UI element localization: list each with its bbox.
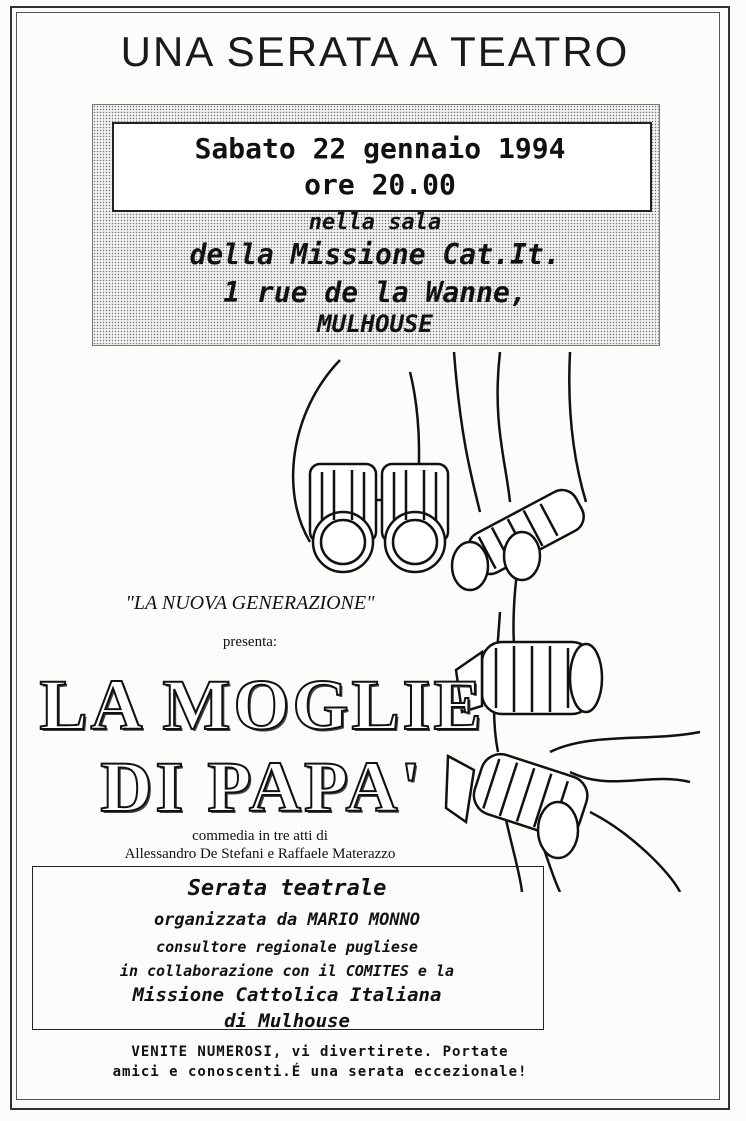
organizer-line4: Missione Cattolica Italiana [132, 984, 442, 1006]
play-title-line2: DI PAPA' [100, 747, 424, 827]
credit-line1: commedia in tre atti di [192, 828, 328, 844]
organizer-line2: consultore regionale pugliese [156, 938, 418, 956]
organizer-title: Serata teatrale [187, 876, 387, 901]
organizer-line3: in collaborazione con il COMITES e la [119, 962, 455, 980]
venue-address: 1 rue de la Wanne, [223, 276, 527, 309]
credit-line2: Allessandro De Stefani e Raffaele Materazzo [124, 846, 396, 862]
venue-city: MULHOUSE [317, 310, 433, 338]
presents-label: presenta: [222, 634, 278, 650]
venue-name: della Missione Cat.It. [189, 238, 561, 271]
company-name: "LA NUOVA GENERAZIONE" [125, 592, 375, 614]
play-title-line1: LA MOGLIE [39, 665, 485, 745]
event-time: ore 20.00 [304, 168, 456, 201]
footer-line1: VENITE NUMEROSI, vi divertirete. Portate [131, 1044, 509, 1060]
poster-headline: UNA SERATA A TEATRO [120, 28, 630, 75]
footer-line2: amici e conoscenti.É una serata eccezionale! [112, 1064, 528, 1080]
venue-intro: nella sala [308, 210, 442, 235]
organizer-line5: di Mulhouse [224, 1010, 350, 1032]
organizer-line1: organizzata da MARIO MONNO [153, 910, 421, 930]
event-date: Sabato 22 gennaio 1994 [194, 132, 566, 165]
